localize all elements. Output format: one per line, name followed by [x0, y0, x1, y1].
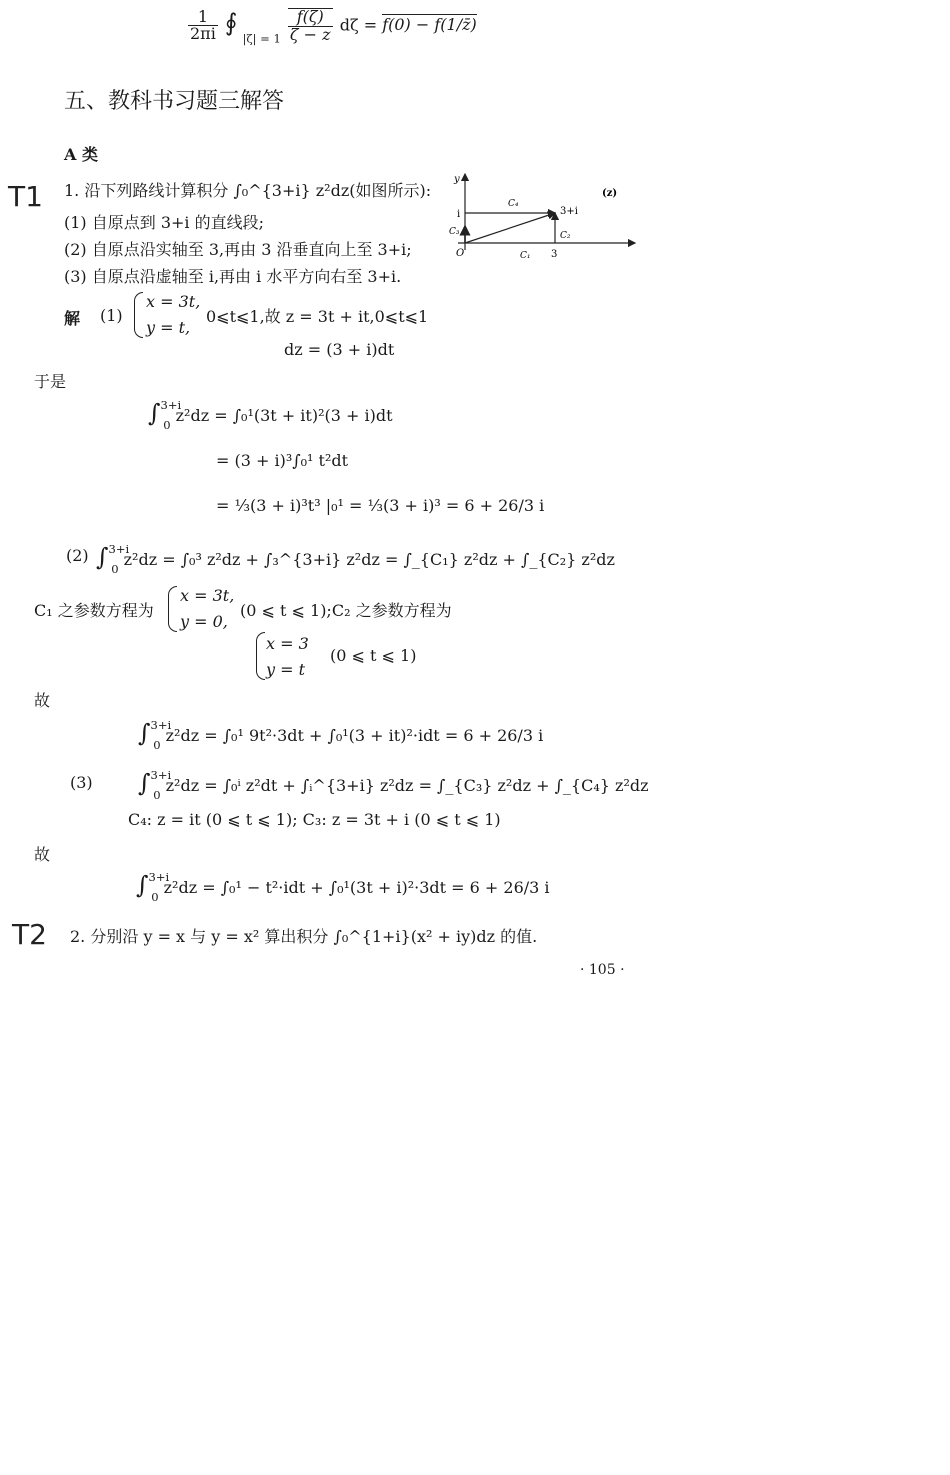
- eq1-line3: = ⅓(3 + i)³t³ |₀¹ = ⅓(3 + i)³ = 6 + 26/3 i: [216, 496, 545, 515]
- page-number: · 105 ·: [580, 962, 625, 978]
- eq1-line2: = (3 + i)³∫₀¹ t²dt: [216, 451, 349, 470]
- problem1-item-1: (1) 自原点到 3+i 的直线段;: [64, 213, 265, 232]
- c1-y: y = 0,: [180, 612, 228, 631]
- solution-label: 解: [64, 309, 81, 328]
- c2-x: x = 3: [266, 634, 309, 653]
- problem1-item-2: (2) 自原点沿实轴至 3,再由 3 沿垂直向上至 3+i;: [64, 240, 412, 259]
- c1-label: C₁: [520, 251, 531, 261]
- c2-label: C₂: [560, 231, 571, 241]
- c4-label: C₄: [508, 199, 519, 209]
- axis-y-label: y: [454, 174, 460, 185]
- c4-c3-params: C₄: z = it (0 ⩽ t ⩽ 1); C₃: z = 3t + i (0 ⩽ t ⩽ 1): [128, 810, 501, 829]
- point-label: 3+i: [560, 206, 578, 217]
- yushi-label: 于是: [34, 372, 67, 391]
- param-y: y = t,: [146, 318, 191, 337]
- curve-c1-diag: [465, 213, 555, 243]
- gu-label-2: 故: [34, 845, 51, 864]
- brace-part1: [134, 292, 143, 338]
- path-figure: [440, 168, 640, 268]
- section-title: 五、教科书习题三解答: [64, 89, 285, 114]
- part1-label: (1): [100, 306, 123, 325]
- c1-param-prefix: C₁ 之参数方程为: [34, 601, 154, 620]
- margin-mark-t2: T2: [12, 918, 47, 951]
- problem1-item-3: (3) 自原点沿虚轴至 i,再由 i 水平方向右至 3+i.: [64, 267, 402, 286]
- dz-line: dz = (3 + i)dt: [284, 340, 395, 359]
- subsection-title: A 类: [64, 145, 98, 164]
- three-label: 3: [551, 249, 558, 260]
- eq1-line1: ∫$^{3+i}_0$ z²dz = ∫₀¹(3t + it)²(3 + i)dt: [148, 398, 393, 432]
- eq4: ∫$^{3+i}_0$ z²dz = ∫₀ⁱ z²dt + ∫ᵢ^{3+i} z²dz = ∫_{C₃} z²dz + ∫_{C₄} z²dz: [138, 768, 649, 802]
- param-x: x = 3t,: [146, 292, 201, 311]
- i-label: i: [457, 209, 461, 220]
- c1-cond: (0 ⩽ t ⩽ 1);C₂ 之参数方程为: [240, 601, 452, 620]
- brace-c1: [168, 586, 177, 632]
- c1-x: x = 3t,: [180, 586, 235, 605]
- c2-cond: (0 ⩽ t ⩽ 1): [330, 646, 417, 665]
- c2-y: y = t: [266, 660, 306, 679]
- eq3: ∫$^{3+i}_0$ z²dz = ∫₀¹ 9t²·3dt + ∫₀¹(3 + it)²·idt = 6 + 26/3 i: [138, 718, 544, 752]
- top-formula: $\frac{1}{2\pi i}$ ∮ $_{|\zeta| = 1}$ $\frac{f(\zeta)}{\zeta - z}$ dζ = f(0) − f(1/z̄): [190, 6, 477, 46]
- c3-label: C₃: [449, 227, 460, 237]
- part3-label: (3): [70, 773, 93, 792]
- gu-label-1: 故: [34, 691, 51, 710]
- plane-label: (z): [602, 188, 618, 199]
- part2-label: (2): [66, 546, 89, 565]
- margin-mark-t1: T1: [8, 180, 43, 213]
- eq5: ∫$^{3+i}_0$ z²dz = ∫₀¹ − t²·idt + ∫₀¹(3t + i)²·3dt = 6 + 26/3 i: [136, 870, 550, 904]
- problem1-stem: 1. 沿下列路线计算积分 ∫₀^{3+i} z²dz(如图所示):: [64, 181, 432, 200]
- origin-label: O: [456, 248, 465, 259]
- part1-cond: 0⩽t⩽1,故 z = 3t + it,0⩽t⩽1: [206, 307, 429, 326]
- contour-integral-symbol: ∮: [224, 8, 238, 37]
- eq2: ∫$^{3+i}_0$ z²dz = ∫₀³ z²dz + ∫₃^{3+i} z²dz = ∫_{C₁} z²dz + ∫_{C₂} z²dz: [96, 542, 615, 576]
- brace-c2: [256, 632, 265, 680]
- problem2: 2. 分别沿 y = x 与 y = x² 算出积分 ∫₀^{1+i}(x² + iy)dz 的值.: [70, 927, 538, 946]
